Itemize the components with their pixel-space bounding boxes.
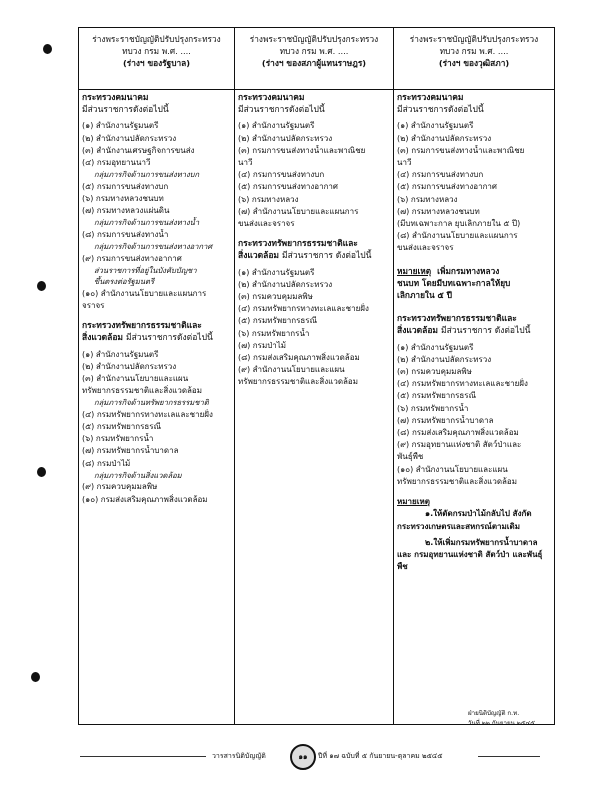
ministry-title [238,238,390,262]
page-number-seal: ๑๑ [290,744,316,770]
ministry-section [238,238,390,388]
footer-rule-right [478,756,540,757]
agency-item: (๙) กรมควบคุมมลพิษ [82,482,158,492]
agency-item: (๗) กรมทางหลวงชนบท [397,206,480,216]
ministry-subtitle: มีส่วนราชการดังต่อไปนี้ [238,105,325,116]
agency-item: (๕) กรมทรัพยากรธรณี [238,316,318,326]
agency-item: (๗) กรมทรัพยากรน้ำบาดาล [82,446,179,456]
agency-item: (๓) กรมควบคุมมลพิษ [397,367,472,377]
agency-item: (๒) สำนักงานปลัดกระทรวง [397,354,492,364]
header-line1: ร่างพระราชบัญญัติปรับปรุงกระทรวง [92,34,221,44]
header-line3: (ร่างฯ ของรัฐบาล) [122,58,191,68]
agency-item: (๓) กรมการขนส่งทางน้ำและพาณิชย [397,145,525,155]
note-head: หมายเหตุ [397,265,432,276]
group-label: กลุ่มภารกิจด้านทรัพยากรธรรมชาติ [94,398,209,408]
footer-issue-info: ปีที่ ๑๗ ฉบับที่ ๕ กันยายน-ตุลาคม ๒๕๔๕ [318,752,443,760]
agency-item: (๒) สำนักงานปลัดกระทรวง [82,133,177,143]
ministry-subtitle: มีส่วนราชการดังต่อไปนี้ [126,333,213,344]
ministry-section [82,92,231,312]
header-line1: ร่างพระราชบัญญัติปรับปรุงกระทรวง [249,34,379,44]
agency-item: (๔) กรมทรัพยากรทางทะเลและชายฝั่ง [397,379,528,389]
ministry-title [82,92,231,116]
agency-item: (๑๐) สำนักงานนโยบายและแผน [397,464,508,474]
agency-item: (๘) กรมการขนส่งทางน้ำ [82,229,169,239]
ministry-subtitle: มีส่วนราชการดังต่อไปนี้ [82,105,169,116]
ministry-subtitle: มีส่วนราชการ ดังต่อไปนี้ [282,251,372,262]
note-line: เพิ่มกรมทางหลวง [437,265,500,276]
ministry-name: กระทรวงคมนาคม [82,93,149,103]
punch-hole [31,672,40,682]
column-body-house [235,90,394,725]
remarks-point: ๑.ให้ตัดกรมป่าไม้กลับไป สังกัดกระทรวงเกษตรและสหกรณ์ตามเดิม [397,509,532,531]
ministry-title [397,313,551,337]
agency-item: (๗) กรมทรัพยากรน้ำบาดาล [397,415,494,425]
column-body-government [79,90,235,725]
ministry-name: กระทรวงคมนาคม [238,93,305,103]
agency-item: (๒) สำนักงานปลัดกระทรวง [82,361,177,371]
group-label: กลุ่มภารกิจด้านสิ่งแวดล้อม [94,470,182,480]
ministry-name-cont: สิ่งแวดล้อม [238,251,280,262]
agency-item: (๒) สำนักงานปลัดกระทรวง [397,133,492,143]
ministry-section [397,92,551,301]
stamp-line1: ฝ่ายนิติบัญญัติ ก.ท. [468,710,520,717]
agency-item: (๒) สำนักงานปลัดกระทรวง [238,279,333,289]
agency-item: (๔) กรมทรัพยากรทางทะเลและชายฝั่ง [82,409,213,419]
agency-item: (๘) กรมส่งเสริมคุณภาพสิ่งแวดล้อม [238,353,360,363]
group-label: ขึ้นตรงต่อรัฐมนตรี [94,277,155,287]
ministry-section [397,313,551,573]
agency-item: (๔) กรมการขนส่งทางบก [397,170,484,180]
agency-item: (๑) สำนักงานรัฐมนตรี [82,349,159,359]
group-label: ส่วนราชการที่อยู่ในบังคับบัญชา [94,265,197,275]
ministry-name: กระทรวงทรัพยากรธรรมชาติและ [238,239,358,250]
agency-item: จราจร [82,300,105,310]
column-header-house [235,28,394,90]
agency-item: (๕) กรมการขนส่งทางบก [82,181,169,191]
ministry-subtitle: มีส่วนราชการดังต่อไปนี้ [397,105,484,116]
agency-item: (มีบทเฉพาะกาล ยุบเลิกภายใน ๕ ปี) [397,219,521,229]
agency-item: (๙) สำนักงานนโยบายและแผน [238,365,345,375]
ministry-name: กระทรวงทรัพยากรธรรมชาติและ [397,314,517,325]
agency-item: (๕) กรมการขนส่งทางอากาศ [238,182,338,192]
agency-item: (๙) กรมการขนส่งทางอากาศ [82,253,182,263]
agency-item: (๗) สำนักงานนโยบายและแผนการ [238,206,359,216]
ministry-name: กระทรวงคมนาคม [397,93,464,103]
footer-journal-name: วารสารนิติบัญญัติ [212,752,266,760]
agency-item: (๕) กรมการขนส่งทางอากาศ [397,182,497,192]
ministry-name: กระทรวงทรัพยากรธรรมชาติและ [82,321,202,332]
agency-item: นาวี [238,158,253,168]
remarks-block [397,496,551,573]
agency-item: (๓) กรมควบคุมมลพิษ [238,292,313,302]
column-header-senate [394,28,555,90]
column-header-government [79,28,235,90]
agency-item: (๑) สำนักงานรัฐมนตรี [82,121,159,131]
agency-item: (๑๐) สำนักงานนโยบายและแผนการ [82,288,207,298]
agency-item: ทรัพยากรธรรมชาติและสิ่งแวดล้อม [82,386,202,396]
agency-item: (๕) กรมทรัพยากรธรณี [82,422,162,432]
agency-item: (๑) สำนักงานรัฐมนตรี [238,267,315,277]
agency-item: (๔) กรมทรัพยากรทางทะเลและชายฝั่ง [238,304,369,314]
ministry-section [238,92,390,230]
ministry-section [82,320,231,506]
ministry-subtitle: มีส่วนราชการ ดังต่อไปนี้ [441,326,531,337]
agency-item: ทรัพยากรธรรมชาติและสิ่งแวดล้อม [397,476,517,486]
header-line2: ทบวง กรม พ.ศ. .... [439,46,509,56]
ministry-title [82,320,231,344]
agency-item: (๕) กรมทรัพยากรธรณี [397,391,477,401]
agency-item: (๗) กรมป่าไม้ [238,340,287,350]
agency-item: (๔) กรมการขนส่งทางบก [238,170,325,180]
agency-item: (๖) กรมทางหลวงชนบท [82,193,164,203]
agency-item: (๑) สำนักงานรัฐมนตรี [397,121,474,131]
ministry-title [238,92,390,116]
agency-item: (๖) กรมทรัพยากรน้ำ [397,403,469,413]
group-label: กลุ่มภารกิจด้านการขนส่งทางอากาศ [94,242,213,252]
agency-item: (๘) กรมป่าไม้ [82,458,131,468]
agency-item: (๒) สำนักงานปลัดกระทรวง [238,133,333,143]
ministry-title [397,92,551,116]
punch-hole [37,281,46,291]
agency-item: (๑) สำนักงานรัฐมนตรี [238,121,315,131]
agency-item: (๓) สำนักงานนโยบายและแผน [82,373,189,383]
header-line2: ทบวง กรม พ.ศ. .... [122,46,191,56]
column-body-senate [394,90,555,725]
remarks-head: หมายเหตุ [397,497,430,507]
stamp-line2: วันที่ ๒๒ กันยายน ๒๕๔๕ [468,720,535,727]
comparison-table [78,27,555,725]
footer-rule-left [80,756,206,757]
ministry-name-cont: สิ่งแวดล้อม [397,326,439,337]
agency-item: (๔) กรมอุทยานนาวี [82,158,151,168]
agency-item: (๘) กรมส่งเสริมคุณภาพสิ่งแวดล้อม [397,428,519,438]
agency-item: (๖) กรมทางหลวง [397,194,458,204]
agency-item: (๖) กรมทรัพยากรน้ำ [82,434,154,444]
agency-item: (๙) กรมอุทยานแห่งชาติ สัตว์ป่าและ [397,440,522,450]
agency-item: (๖) กรมทรัพยากรน้ำ [238,328,310,338]
agency-item: (๓) กรมการขนส่งทางน้ำและพาณิชย [238,145,366,155]
header-line2: ทบวง กรม พ.ศ. .... [279,46,349,56]
header-line3: (ร่างฯ ของสภาผู้แทนราษฎร) [261,58,367,68]
agency-item: (๓) สำนักงานเศรษฐกิจการขนส่ง [82,145,195,155]
note-block [397,265,551,302]
header-line1: ร่างพระราชบัญญัติปรับปรุงกระทรวง [409,34,539,44]
agency-item: (๘) สำนักงานนโยบายและแผนการ [397,231,518,241]
agency-item: (๑) สำนักงานรัฐมนตรี [397,342,474,352]
agency-item: พันธุ์พืช [397,452,424,462]
agency-item: (๑๐) กรมส่งเสริมคุณภาพสิ่งแวดล้อม [82,494,208,504]
group-label: กลุ่มภารกิจด้านการขนส่งทางบก [94,170,200,180]
remarks-point: ๒.ให้เพิ่มกรมทรัพยากรน้ำบาดาล และ กรมอุทยานแห่งชาติ สัตว์ป่า และพันธุ์พืช [397,537,543,572]
agency-item: ขนส่งและจราจร [238,219,295,229]
agency-item: ขนส่งและจราจร [397,243,454,253]
group-label: กลุ่มภารกิจด้านการขนส่งทางน้ำ [94,218,200,228]
agency-item: ทรัพยากรธรรมชาติและสิ่งแวดล้อม [238,377,358,387]
ministry-name-cont: สิ่งแวดล้อม [82,333,124,344]
note-line: เลิกภายใน ๕ ปี [397,290,452,301]
agency-item: (๗) กรมทางหลวงแผ่นดิน [82,206,170,216]
punch-hole [43,44,52,54]
agency-item: (๖) กรมทางหลวง [238,194,299,204]
punch-hole [37,467,46,477]
note-line: ชนบท โดยมีบทเฉพาะกาลให้ยุบ [397,277,511,288]
agency-item: นาวี [397,158,412,168]
header-line3: (ร่างฯ ของวุฒิสภา) [438,58,510,68]
